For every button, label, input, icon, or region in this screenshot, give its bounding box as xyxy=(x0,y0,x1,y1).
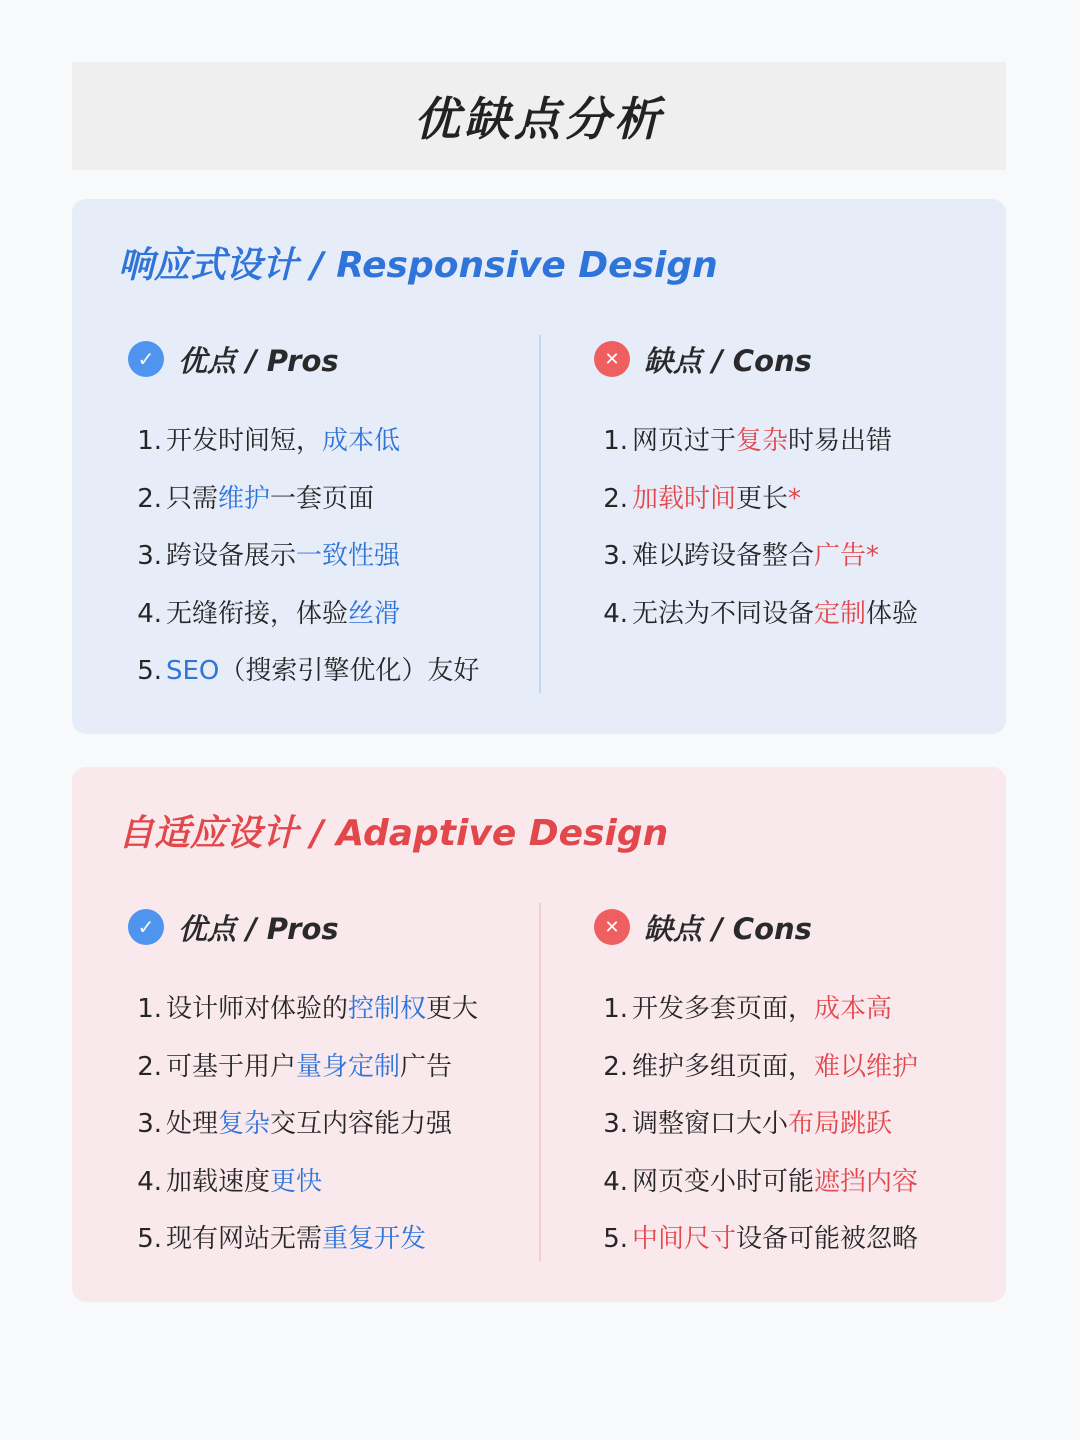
list-item xyxy=(128,1211,538,1269)
list-item-text xyxy=(632,1211,918,1269)
list-item xyxy=(594,586,1004,644)
cons-list xyxy=(594,413,1004,643)
highlight-text: SEO xyxy=(166,656,220,686)
page-title: 优缺点分析 xyxy=(414,92,664,146)
list-item-text xyxy=(166,1096,452,1154)
plain-text: 开发时间短， xyxy=(166,426,323,456)
cons-column xyxy=(594,905,1004,1269)
plain-text: 网页变小时可能 xyxy=(632,1166,815,1197)
column-divider xyxy=(539,903,541,1261)
list-item-text xyxy=(166,643,479,701)
highlight-text: 定制 xyxy=(814,598,867,629)
list-item xyxy=(128,528,538,586)
list-item-text xyxy=(632,981,892,1039)
highlight-text: 重复开发 xyxy=(322,1224,427,1254)
highlight-text: 维护 xyxy=(218,483,271,514)
list-item-number: 2. xyxy=(137,1051,162,1082)
plain-text: 更长 xyxy=(736,483,789,514)
list-item-text xyxy=(166,528,400,586)
list-item-number: 4. xyxy=(137,598,162,629)
list-item-text xyxy=(166,1039,452,1097)
list-item-text xyxy=(632,413,892,471)
plain-text: 现有网站无需 xyxy=(166,1224,323,1254)
list-item xyxy=(594,528,1004,586)
list-item xyxy=(594,413,1004,471)
pros-list xyxy=(128,413,538,701)
list-item xyxy=(128,1039,538,1097)
cons-heading xyxy=(594,905,1004,949)
plain-text: 体验 xyxy=(866,598,919,629)
check-icon: ✓ xyxy=(128,909,164,945)
plain-text: 交互内容能力强 xyxy=(270,1109,453,1139)
plain-text: 网页过于 xyxy=(632,426,737,456)
cons-heading-label: 缺点 / Cons xyxy=(644,343,812,378)
list-item-number: 4. xyxy=(603,598,628,629)
list-item-text xyxy=(166,1211,426,1269)
list-item-number: 2. xyxy=(137,483,162,514)
plain-text: 可基于用户 xyxy=(166,1051,297,1082)
list-item xyxy=(594,1211,1004,1269)
list-item xyxy=(594,1096,1004,1154)
list-item xyxy=(128,586,538,644)
list-item xyxy=(128,643,538,701)
list-item-text xyxy=(632,471,801,529)
title-banner xyxy=(72,62,1006,170)
list-item-number: 4. xyxy=(603,1166,628,1197)
list-item-text xyxy=(632,1096,892,1154)
list-item xyxy=(594,471,1004,529)
highlight-text: 控制权 xyxy=(348,994,427,1024)
cons-list xyxy=(594,981,1004,1269)
list-item-text xyxy=(166,1154,322,1212)
list-item-number: 3. xyxy=(603,541,628,571)
pros-heading xyxy=(128,905,538,949)
list-item xyxy=(128,981,538,1039)
cons-column xyxy=(594,337,1004,643)
plain-text: 广告 xyxy=(400,1051,453,1082)
list-item-number: 3. xyxy=(137,541,162,571)
cross-icon: ✕ xyxy=(594,341,630,377)
plain-text: 时易出错 xyxy=(788,426,893,456)
list-item xyxy=(594,1154,1004,1212)
list-item-text xyxy=(632,528,879,586)
list-item xyxy=(594,1039,1004,1097)
plain-text: 处理 xyxy=(166,1109,219,1139)
highlight-text: 量身定制 xyxy=(296,1051,401,1082)
list-item-number: 2. xyxy=(603,483,628,514)
highlight-text: 中间尺寸 xyxy=(632,1224,737,1254)
highlight-text: 复杂 xyxy=(736,426,789,456)
plain-text: 调整窗口大小 xyxy=(632,1109,789,1139)
plain-text: 维护多组页面， xyxy=(632,1051,815,1082)
list-item-text xyxy=(632,586,918,644)
plain-text: （搜索引擎优化）友好 xyxy=(219,656,480,686)
highlight-text: 难以维护 xyxy=(814,1051,919,1082)
column-divider xyxy=(539,335,541,693)
highlight-text: * xyxy=(788,483,802,514)
list-item-number: 1. xyxy=(603,994,628,1024)
plain-text: 无缝衔接，体验 xyxy=(166,598,349,629)
highlight-text: 成本高 xyxy=(814,994,893,1024)
highlight-text: 更快 xyxy=(270,1166,323,1197)
highlight-text: 丝滑 xyxy=(348,598,401,629)
cons-heading-label: 缺点 / Cons xyxy=(644,911,812,946)
list-item-number: 1. xyxy=(137,426,162,456)
list-item-number: 3. xyxy=(137,1109,162,1139)
pros-column xyxy=(128,905,538,1269)
cross-icon: ✕ xyxy=(594,909,630,945)
plain-text: 加载速度 xyxy=(166,1166,271,1197)
cons-heading xyxy=(594,337,1004,381)
highlight-text: 遮挡内容 xyxy=(814,1166,919,1197)
list-item-text xyxy=(166,586,400,644)
pros-list xyxy=(128,981,538,1269)
list-item xyxy=(128,1096,538,1154)
plain-text: 设计师对体验的 xyxy=(166,994,349,1024)
plain-text: 开发多套页面， xyxy=(632,994,815,1024)
highlight-text: 复杂 xyxy=(218,1109,271,1139)
pros-heading xyxy=(128,337,538,381)
list-item xyxy=(128,413,538,471)
check-icon: ✓ xyxy=(128,341,164,377)
list-item-text xyxy=(166,981,478,1039)
list-item-number: 5. xyxy=(137,656,162,686)
list-item-number: 4. xyxy=(137,1166,162,1197)
plain-text: 一套页面 xyxy=(270,483,375,514)
plain-text: 设备可能被忽略 xyxy=(736,1224,919,1254)
list-item xyxy=(128,471,538,529)
highlight-text: 成本低 xyxy=(322,426,401,456)
responsive-design-card xyxy=(72,199,1006,734)
list-item-number: 1. xyxy=(137,994,162,1024)
plain-text: 难以跨设备整合 xyxy=(632,541,815,571)
list-item-number: 3. xyxy=(603,1109,628,1139)
adaptive-design-card xyxy=(72,767,1006,1302)
highlight-text: 广告* xyxy=(814,541,880,571)
list-item xyxy=(594,981,1004,1039)
card-title: 响应式设计 / Responsive Design xyxy=(118,245,718,286)
list-item-text xyxy=(632,1154,918,1212)
plain-text: 更大 xyxy=(426,994,479,1024)
list-item-number: 5. xyxy=(137,1224,162,1254)
list-item-number: 1. xyxy=(603,426,628,456)
highlight-text: 一致性强 xyxy=(296,541,401,571)
list-item-number: 2. xyxy=(603,1051,628,1082)
highlight-text: 布局跳跃 xyxy=(788,1109,893,1139)
plain-text: 无法为不同设备 xyxy=(632,598,815,629)
list-item-text xyxy=(632,1039,918,1097)
highlight-text: 加载时间 xyxy=(632,483,737,514)
pros-heading-label: 优点 / Pros xyxy=(178,911,339,946)
pros-heading-label: 优点 / Pros xyxy=(178,343,339,378)
list-item-number: 5. xyxy=(603,1224,628,1254)
list-item xyxy=(128,1154,538,1212)
plain-text: 跨设备展示 xyxy=(166,541,297,571)
plain-text: 只需 xyxy=(166,483,219,514)
card-title: 自适应设计 / Adaptive Design xyxy=(118,813,669,854)
list-item-text xyxy=(166,471,374,529)
pros-column xyxy=(128,337,538,701)
list-item-text xyxy=(166,413,400,471)
